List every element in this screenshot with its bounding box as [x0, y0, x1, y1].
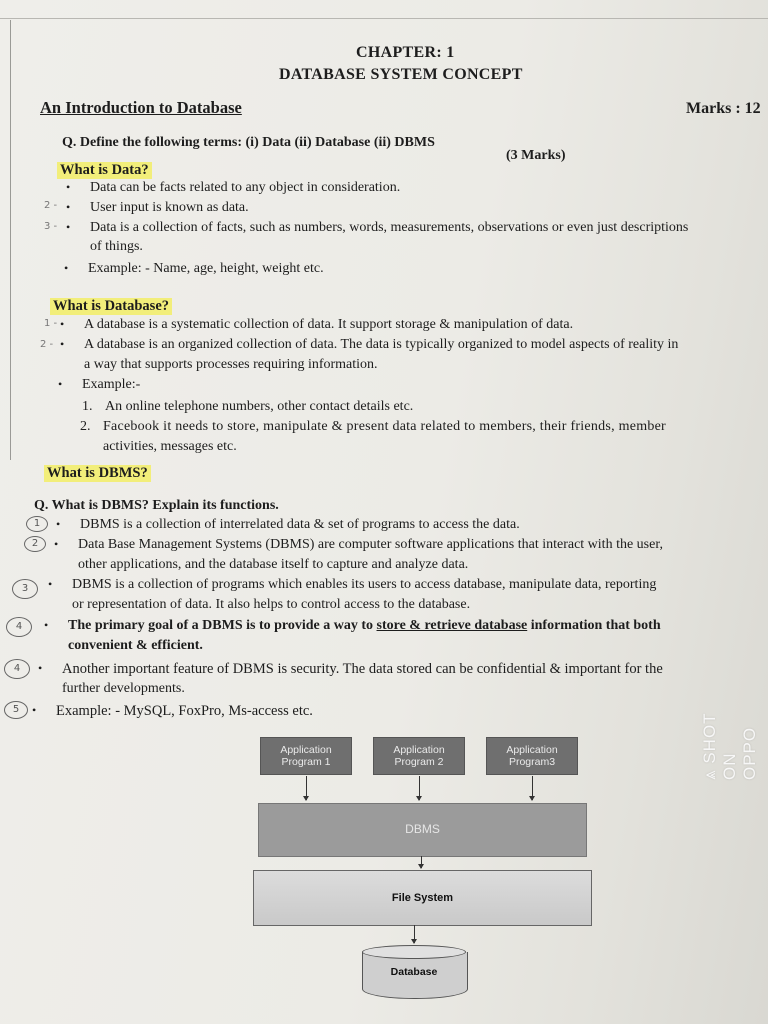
- top-rule: [0, 18, 768, 19]
- dbms-point-2-line-1: Data Base Management Systems (DBMS) are computer software applications that interact with the user,: [78, 537, 663, 552]
- camera-watermark: ⩓ SHOT ON OPPO: [700, 712, 759, 780]
- database-example-2-line-1: Facebook it needs to store, manipulate & present data related to members, their friends, member: [103, 419, 666, 434]
- data-point-1: Data can be facts related to any object in consideration.: [90, 180, 401, 195]
- margin-circle-mark: 1: [26, 516, 48, 532]
- bullet: •: [54, 537, 59, 551]
- data-point-2: User input is known as data.: [90, 200, 249, 215]
- dbms-heading: What is DBMS?: [44, 465, 151, 482]
- dbms-point-4-line-2: convenient & efficient.: [68, 638, 203, 653]
- chapter-number: CHAPTER: 1: [356, 44, 455, 61]
- bullet: •: [58, 377, 63, 391]
- arrow-app3-to-dbms: [532, 776, 533, 800]
- question-1: Q. Define the following terms: (i) Data (ii) Database (ii) DBMS: [62, 135, 435, 150]
- data-point-3-line-1: Data is a collection of facts, such as numbers, words, measurements, observations or even just descriptions: [90, 220, 689, 235]
- bullet: •: [56, 517, 61, 531]
- arrow-filesystem-to-database: [414, 925, 415, 943]
- data-example: Example: - Name, age, height, weight etc.: [88, 261, 324, 276]
- margin-circle-mark: 2: [24, 536, 46, 552]
- database-heading: What is Database?: [50, 298, 172, 315]
- arrow-dbms-to-filesystem: [421, 856, 422, 868]
- numbered-marker: 2.: [80, 419, 91, 434]
- marks-label: Marks : 12: [686, 100, 761, 117]
- database-example-1: An online telephone numbers, other contact details etc.: [105, 399, 414, 414]
- arrow-app1-to-dbms: [306, 776, 307, 800]
- margin-circle-mark: 4: [4, 659, 30, 679]
- bullet: •: [48, 577, 53, 591]
- question-2: Q. What is DBMS? Explain its functions.: [34, 498, 279, 513]
- dbms-point-3-line-2: or representation of data. It also helps to control access to the database.: [72, 597, 471, 612]
- database-example-2-line-2: activities, messages etc.: [103, 439, 237, 454]
- dbms-point-1: DBMS is a collection of interrelated data & set of programs to access the data.: [80, 517, 520, 532]
- database-point-2-line-1: A database is an organized collection of data. The data is typically organized to model aspects of reality in: [84, 337, 679, 352]
- section-heading: An Introduction to Database: [40, 98, 242, 117]
- bullet: •: [66, 200, 71, 214]
- bullet: •: [38, 661, 43, 675]
- dbms-point-3-line-1: DBMS is a collection of programs which enables its users to access database, manipulate data, reporting: [72, 577, 657, 592]
- margin-mark: 2 -: [44, 200, 58, 211]
- bullet: •: [60, 337, 65, 351]
- bullet: •: [66, 220, 71, 234]
- application-program-2-box: Application Program 2: [373, 737, 465, 775]
- bullet: •: [44, 618, 49, 632]
- margin-mark: 2 -: [40, 339, 54, 350]
- numbered-marker: 1.: [82, 399, 93, 414]
- margin-mark: 1 -: [44, 318, 58, 329]
- margin-mark: 3 -: [44, 221, 58, 232]
- application-program-1-box: Application Program 1: [260, 737, 352, 775]
- dbms-point-2-line-2: other applications, and the database itself to capture and analyze data.: [78, 557, 469, 572]
- data-point-3-line-2: of things.: [90, 239, 143, 254]
- data-heading: What is Data?: [57, 162, 152, 179]
- margin-rule: [10, 20, 11, 460]
- question-1-marks: (3 Marks): [506, 148, 566, 163]
- database-point-1: A database is a systematic collection of data. It support storage & manipulation of data.: [84, 317, 574, 332]
- application-program-3-box: Application Program3: [486, 737, 578, 775]
- margin-circle-mark: 4: [6, 617, 32, 637]
- database-point-2-line-2: a way that supports processes requiring information.: [84, 357, 378, 372]
- margin-circle-mark: 3: [12, 579, 38, 599]
- chapter-title: DATABASE SYSTEM CONCEPT: [279, 66, 523, 83]
- bullet: •: [32, 703, 37, 717]
- dbms-box: DBMS: [258, 803, 587, 857]
- database-cylinder-top: [362, 945, 466, 959]
- bullet: •: [60, 317, 65, 331]
- arrow-app2-to-dbms: [419, 776, 420, 800]
- file-system-box: File System: [253, 870, 592, 926]
- dbms-point-4-line-1: The primary goal of a DBMS is to provide a way to store & retrieve database information that both: [68, 618, 661, 633]
- database-example-label: Example:-: [82, 377, 141, 392]
- dbms-example: Example: - MySQL, FoxPro, Ms-access etc.: [56, 703, 313, 719]
- dbms-point-5-line-2: further developments.: [62, 681, 185, 696]
- dbms-point-5-line-1: Another important feature of DBMS is security. The data stored can be confidential & important for the: [62, 661, 663, 677]
- bullet: •: [66, 180, 71, 194]
- bullet: •: [64, 261, 69, 275]
- watermark-icon: ⩓: [700, 769, 719, 780]
- database-label: Database: [390, 966, 438, 978]
- margin-circle-mark: 5: [4, 701, 28, 719]
